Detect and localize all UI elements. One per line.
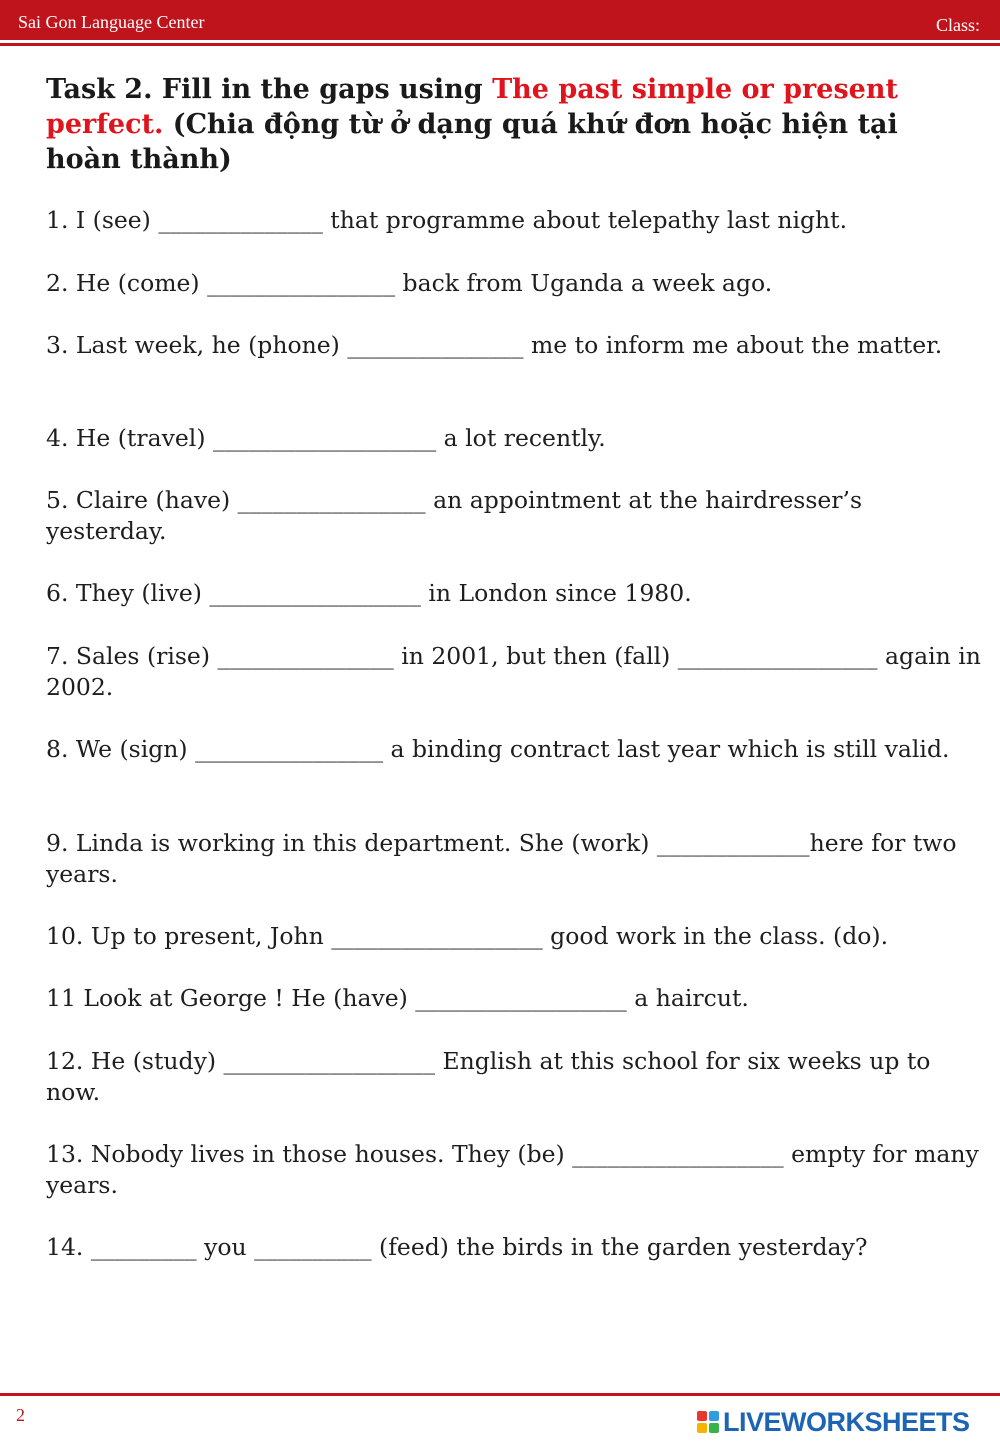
task-title-highlight: The past simple or present perfect. (46, 74, 898, 140)
liveworksheets-wordmark: LIVEWORKSHEETS (723, 1406, 970, 1437)
question-4: 4. He (travel) ___________________ a lot recently. (46, 424, 606, 452)
question-9: 9. Linda is working in this department. She (work) _____________here for two years. (46, 829, 957, 888)
question-3: 3. Last week, he (phone) _______________ me to inform me about the matter. (46, 331, 943, 359)
liveworksheets-brand (697, 1407, 970, 1437)
header-bar (0, 0, 1000, 40)
question-11: 11 Look at George ! He (have) __________________ a haircut. (46, 984, 749, 1012)
question-6: 6. They (live) __________________ in London since 1980. (46, 579, 692, 607)
question-2: 2. He (come) ________________ back from Uganda a week ago. (46, 269, 773, 297)
question-5: 5. Claire (have) ________________ an appointment at the hairdresser’s yesterday. (46, 486, 863, 545)
liveworksheets-logo-icon (697, 1411, 719, 1433)
question-7: 7. Sales (rise) _______________ in 2001, but then (fall) _________________ again in 2002. (46, 642, 981, 701)
question-12: 12. He (study) __________________ English at this school for six weeks up to now. (46, 1047, 931, 1106)
question-8: 8. We (sign) ________________ a binding contract last year which is still valid. (46, 735, 950, 763)
class-label: Class: (935, 15, 980, 35)
header-divider (0, 43, 1000, 46)
question-13: 13. Nobody lives in those houses. They (be) __________________ empty for many years. (46, 1140, 979, 1199)
task-title-prefix: Task 2. Fill in the gaps using (46, 74, 493, 105)
footer-divider (0, 1393, 1000, 1396)
question-1: 1. I (see) ______________ that programme about telepathy last night. (46, 206, 848, 234)
question-14: 14. _________ you __________ (feed) the birds in the garden yesterday? (46, 1233, 868, 1261)
task-title-suffix: (Chia động từ ở dạng quá khứ đơn hoặc hiện tại hoàn thành) (46, 109, 898, 175)
page-number: 2 (16, 1405, 25, 1425)
question-10: 10. Up to present, John __________________ good work in the class. (do). (46, 922, 889, 950)
school-name: Sai Gon Language Center (18, 12, 205, 32)
task-title (46, 72, 946, 177)
